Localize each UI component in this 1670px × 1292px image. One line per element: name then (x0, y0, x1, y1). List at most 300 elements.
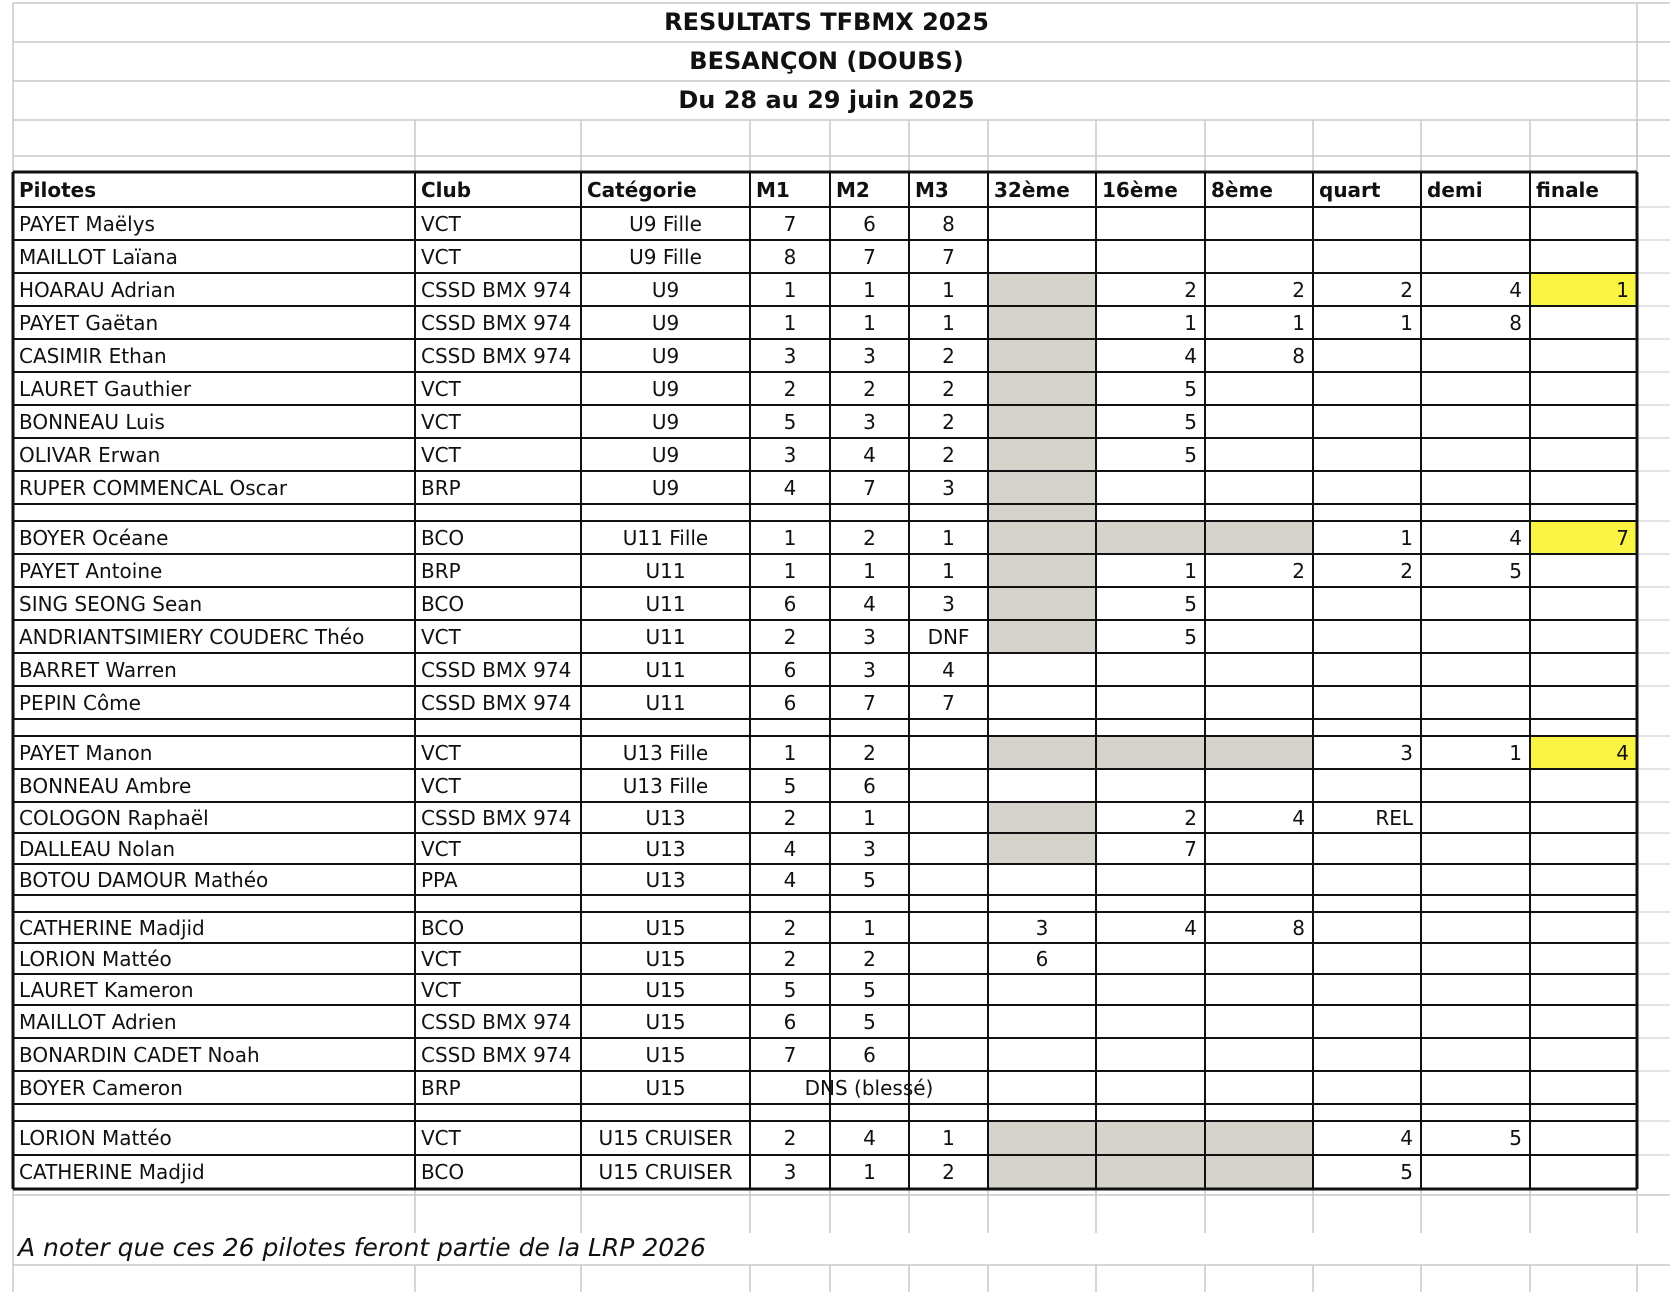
cell-pilote: DALLEAU Nolan (19, 836, 176, 861)
cell-m3 (909, 833, 988, 864)
cell-m2: 2 (863, 740, 876, 765)
cell-r8 (1205, 587, 1313, 620)
cell-demi (1421, 653, 1530, 686)
cell-r32 (988, 554, 1096, 587)
cell-m1: 3 (783, 1160, 797, 1184)
cell-quart (1313, 974, 1421, 1005)
cell-m2: 3 (863, 409, 876, 434)
cell-r16 (1096, 207, 1205, 240)
cell-r16: 2 (1184, 805, 1197, 830)
cell-quart (1313, 943, 1421, 974)
cell-m2: 1 (863, 310, 876, 335)
cell-categorie: U13 Fille (622, 773, 709, 798)
cell-r8 (1205, 372, 1313, 405)
cell-r32 (988, 273, 1096, 306)
cell-r8: 2 (1292, 558, 1305, 583)
cell-quart: 4 (1400, 1126, 1413, 1150)
cell-categorie: U9 (651, 277, 680, 302)
cell-categorie: U11 (645, 558, 686, 583)
column-header: M3 (915, 177, 949, 202)
cell-demi (1421, 1155, 1530, 1189)
cell-r8: 2 (1292, 277, 1305, 302)
cell-club: VCT (421, 836, 461, 861)
cell-m3: DNF (927, 624, 970, 649)
cell-r16 (1096, 736, 1205, 769)
cell-quart: 1 (1400, 525, 1413, 550)
cell-m3: 7 (942, 244, 955, 269)
cell-m3: 3 (942, 475, 955, 500)
cell-m1: 6 (783, 591, 797, 616)
cell-categorie: U9 (651, 475, 680, 500)
cell-pilote: LAURET Gauthier (19, 376, 192, 401)
cell-club: BCO (421, 1160, 465, 1184)
cell-quart (1313, 1071, 1421, 1104)
cell-m3: 2 (942, 343, 955, 368)
cell-m2: 4 (863, 442, 876, 467)
cell-m1: 2 (783, 1126, 797, 1150)
cell-demi: 5 (1509, 1126, 1522, 1150)
cell-finale (1530, 1121, 1637, 1155)
cell-r32 (988, 1005, 1096, 1038)
cell-m1: 3 (783, 442, 797, 467)
cell-m3: 7 (942, 690, 955, 715)
cell-pilote: ANDRIANTSIMIERY COUDERC Théo (19, 624, 365, 649)
cell-m2: 3 (863, 836, 876, 861)
cell-m3: 1 (942, 1126, 955, 1150)
cell-r32 (988, 1155, 1096, 1189)
cell-m2: 7 (863, 475, 876, 500)
cell-quart (1313, 339, 1421, 372)
cell-r8 (1205, 769, 1313, 802)
cell-categorie: U15 CRUISER (598, 1126, 733, 1150)
cell-r8: 8 (1292, 915, 1305, 940)
cell-demi: 4 (1509, 277, 1522, 302)
cell-r16: 5 (1184, 591, 1197, 616)
cell-categorie: U9 (651, 442, 680, 467)
cell-categorie: U11 Fille (622, 525, 709, 550)
cell-r8 (1205, 1005, 1313, 1038)
cell-r8 (1205, 1121, 1313, 1155)
cell-pilote: PEPIN Côme (19, 690, 141, 715)
cell-m1: 1 (783, 277, 797, 302)
cell-club: CSSD BMX 974 (421, 805, 572, 830)
shaded-cell (989, 504, 1095, 521)
cell-m2: 2 (863, 376, 876, 401)
cell-r8 (1205, 1038, 1313, 1071)
cell-m3 (909, 802, 988, 833)
cell-quart (1313, 240, 1421, 273)
cell-m1: 2 (783, 946, 797, 971)
cell-finale (1530, 864, 1637, 895)
cell-categorie: U9 (651, 310, 680, 335)
cell-m1: 4 (783, 867, 797, 892)
cell-quart: 2 (1400, 558, 1413, 583)
cell-r8 (1205, 864, 1313, 895)
cell-m1: 5 (783, 773, 797, 798)
cell-r8 (1205, 1155, 1313, 1189)
cell-m1: 6 (783, 1009, 797, 1034)
cell-m1: 2 (783, 624, 797, 649)
cell-r32 (988, 306, 1096, 339)
cell-club: VCT (421, 773, 461, 798)
cell-pilote: BARRET Warren (19, 657, 177, 682)
cell-finale (1530, 554, 1637, 587)
cell-m3 (909, 1005, 988, 1038)
cell-quart (1313, 1038, 1421, 1071)
cell-categorie: U9 (651, 376, 680, 401)
cell-m2: 3 (863, 624, 876, 649)
column-header: 16ème (1102, 177, 1178, 202)
cell-pilote: OLIVAR Erwan (19, 442, 161, 467)
cell-quart (1313, 587, 1421, 620)
cell-finale (1530, 912, 1637, 943)
cell-r16: 2 (1184, 277, 1197, 302)
cell-m2: 2 (863, 946, 876, 971)
cell-m2: 6 (863, 211, 876, 236)
cell-demi (1421, 620, 1530, 653)
cell-m2: 3 (863, 657, 876, 682)
cell-demi (1421, 864, 1530, 895)
cell-r32 (988, 974, 1096, 1005)
column-header: 8ème (1211, 177, 1273, 202)
cell-quart (1313, 620, 1421, 653)
cell-pilote: PAYET Manon (19, 740, 153, 765)
cell-r16: 1 (1184, 558, 1197, 583)
cell-r32: 6 (1035, 946, 1049, 971)
cell-club: PPA (421, 867, 458, 892)
column-header: finale (1536, 177, 1599, 202)
cell-r16 (1096, 1071, 1205, 1104)
cell-demi (1421, 587, 1530, 620)
cell-quart: 1 (1400, 310, 1413, 335)
cell-categorie: U11 (645, 624, 686, 649)
cell-categorie: U9 (651, 343, 680, 368)
cell-m2: 1 (863, 1160, 876, 1184)
cell-finale (1530, 620, 1637, 653)
cell-r32 (988, 833, 1096, 864)
cell-m1: 7 (783, 1042, 797, 1067)
cell-categorie: U15 (645, 977, 686, 1002)
cell-m3 (909, 864, 988, 895)
cell-demi (1421, 240, 1530, 273)
cell-pilote: LORION Mattéo (19, 1126, 172, 1150)
cell-demi (1421, 372, 1530, 405)
cell-r16 (1096, 1038, 1205, 1071)
cell-m2: 2 (863, 525, 876, 550)
cell-r32 (988, 686, 1096, 719)
cell-r32 (988, 207, 1096, 240)
column-header: M2 (836, 177, 870, 202)
cell-m1: 1 (783, 525, 797, 550)
cell-demi (1421, 207, 1530, 240)
cell-pilote: CATHERINE Madjid (19, 1160, 205, 1184)
cell-finale (1530, 207, 1637, 240)
cell-club: VCT (421, 409, 461, 434)
cell-r16: 1 (1184, 310, 1197, 335)
cell-club: VCT (421, 244, 461, 269)
cell-finale (1530, 438, 1637, 471)
cell-m1: 2 (783, 805, 797, 830)
title-line-1: RESULTATS TFBMX 2025 (664, 8, 989, 36)
cell-m2: 1 (863, 805, 876, 830)
cell-categorie: U15 (645, 946, 686, 971)
cell-r32 (988, 471, 1096, 504)
cell-r32 (988, 864, 1096, 895)
cell-quart (1313, 405, 1421, 438)
cell-r32 (988, 769, 1096, 802)
cell-demi (1421, 833, 1530, 864)
cell-club: CSSD BMX 974 (421, 1042, 572, 1067)
cell-finale (1530, 339, 1637, 372)
cell-finale (1530, 306, 1637, 339)
title-line-2: BESANÇON (DOUBS) (689, 47, 964, 75)
cell-quart (1313, 864, 1421, 895)
cell-demi (1421, 912, 1530, 943)
footnote: A noter que ces 26 pilotes feront partie de la LRP 2026 (18, 1233, 706, 1262)
cell-club: BRP (421, 1075, 461, 1100)
cell-demi (1421, 339, 1530, 372)
cell-club: CSSD BMX 974 (421, 343, 572, 368)
cell-pilote: PAYET Antoine (19, 558, 163, 583)
cell-categorie: U13 (645, 805, 686, 830)
cell-quart: 2 (1400, 277, 1413, 302)
cell-categorie: U9 (651, 409, 680, 434)
cell-m2: 6 (863, 1042, 876, 1067)
cell-finale (1530, 802, 1637, 833)
cell-pilote: BONNEAU Ambre (19, 773, 192, 798)
cell-quart (1313, 207, 1421, 240)
cell-r8 (1205, 240, 1313, 273)
cell-m3: 4 (942, 657, 955, 682)
cell-demi: 4 (1509, 525, 1522, 550)
cell-m3: 2 (942, 409, 955, 434)
cell-m3 (909, 769, 988, 802)
cell-demi (1421, 943, 1530, 974)
cell-m2: 7 (863, 690, 876, 715)
cell-finale: 4 (1616, 740, 1629, 765)
cell-r16 (1096, 240, 1205, 273)
column-header: Club (421, 177, 472, 202)
cell-m2: 5 (863, 977, 876, 1002)
cell-quart (1313, 438, 1421, 471)
cell-r16: 5 (1184, 409, 1197, 434)
cell-quart (1313, 372, 1421, 405)
cell-club: VCT (421, 376, 461, 401)
cell-m3: 8 (942, 211, 955, 236)
cell-categorie: U13 (645, 867, 686, 892)
cell-quart (1313, 686, 1421, 719)
cell-m1: 1 (783, 740, 797, 765)
cell-m3 (909, 1071, 988, 1104)
cell-m3: 1 (942, 525, 955, 550)
cell-club: BCO (421, 525, 465, 550)
cell-quart: REL (1375, 805, 1413, 830)
cell-m3: 3 (942, 591, 955, 616)
cell-r32 (988, 1038, 1096, 1071)
cell-categorie: U15 (645, 1042, 686, 1067)
cell-r16 (1096, 1005, 1205, 1038)
cell-categorie: U11 (645, 591, 686, 616)
cell-club: CSSD BMX 974 (421, 657, 572, 682)
cell-r16 (1096, 943, 1205, 974)
cell-m3: 1 (942, 558, 955, 583)
cell-m1: 4 (783, 836, 797, 861)
cell-finale: 1 (1616, 277, 1629, 302)
cell-categorie: U15 (645, 1075, 686, 1100)
cell-club: VCT (421, 442, 461, 467)
cell-r32 (988, 653, 1096, 686)
cell-m2: 1 (863, 558, 876, 583)
cell-r16 (1096, 1121, 1205, 1155)
cell-club: BCO (421, 915, 465, 940)
cell-pilote: BOTOU DAMOUR Mathéo (19, 867, 269, 892)
cell-finale (1530, 1005, 1637, 1038)
cell-r16: 7 (1184, 836, 1197, 861)
cell-r32 (988, 620, 1096, 653)
cell-r16 (1096, 974, 1205, 1005)
cell-finale: 7 (1616, 525, 1629, 550)
cell-m2: 1 (863, 915, 876, 940)
cell-r16 (1096, 864, 1205, 895)
cell-r32 (988, 438, 1096, 471)
cell-finale (1530, 240, 1637, 273)
cell-demi: 1 (1509, 740, 1522, 765)
cell-finale (1530, 943, 1637, 974)
cell-finale (1530, 686, 1637, 719)
cell-club: BCO (421, 591, 465, 616)
cell-finale (1530, 471, 1637, 504)
cell-m1: 4 (783, 475, 797, 500)
cell-club: CSSD BMX 974 (421, 310, 572, 335)
cell-quart: 3 (1400, 740, 1413, 765)
cell-r8 (1205, 620, 1313, 653)
cell-r32 (988, 587, 1096, 620)
cell-r16: 4 (1184, 915, 1197, 940)
cell-club: BRP (421, 558, 461, 583)
cell-m1: 6 (783, 690, 797, 715)
cell-finale (1530, 974, 1637, 1005)
cell-r8: 4 (1292, 805, 1305, 830)
cell-categorie: U15 (645, 1009, 686, 1034)
cell-m2: 1 (863, 277, 876, 302)
cell-finale (1530, 372, 1637, 405)
cell-demi: 5 (1509, 558, 1522, 583)
cell-m2: 5 (863, 1009, 876, 1034)
cell-r16 (1096, 1155, 1205, 1189)
cell-r16: 5 (1184, 624, 1197, 649)
cell-pilote: COLOGON Raphaël (19, 805, 209, 830)
cell-quart (1313, 912, 1421, 943)
cell-m1: 8 (783, 244, 797, 269)
cell-r16 (1096, 769, 1205, 802)
cell-r32 (988, 372, 1096, 405)
cell-club: CSSD BMX 974 (421, 690, 572, 715)
cell-club: BRP (421, 475, 461, 500)
cell-club: VCT (421, 1126, 461, 1150)
cell-r8 (1205, 686, 1313, 719)
cell-m2: 4 (863, 591, 876, 616)
cell-club: CSSD BMX 974 (421, 277, 572, 302)
cell-categorie: U13 (645, 836, 686, 861)
cell-pilote: BONARDIN CADET Noah (19, 1042, 260, 1067)
cell-categorie: U9 Fille (629, 211, 702, 236)
cell-m3 (909, 1038, 988, 1071)
cell-pilote: MAILLOT Laïana (19, 244, 178, 269)
cell-m2: 7 (863, 244, 876, 269)
cell-r16 (1096, 653, 1205, 686)
cell-r8 (1205, 1071, 1313, 1104)
cell-m1: 5 (783, 409, 797, 434)
cell-demi (1421, 1005, 1530, 1038)
cell-r16: 4 (1184, 343, 1197, 368)
cell-pilote: BOYER Cameron (19, 1075, 183, 1100)
cell-m1: 7 (783, 211, 797, 236)
cell-pilote: LORION Mattéo (19, 946, 172, 971)
cell-m2: 4 (863, 1126, 876, 1150)
cell-club: VCT (421, 977, 461, 1002)
cell-finale (1530, 1071, 1637, 1104)
cell-r8 (1205, 736, 1313, 769)
cell-pilote: CASIMIR Ethan (19, 343, 167, 368)
cell-m3: 1 (942, 277, 955, 302)
cell-r8 (1205, 943, 1313, 974)
cell-pilote: BONNEAU Luis (19, 409, 165, 434)
title-line-3: Du 28 au 29 juin 2025 (678, 86, 975, 114)
cell-r8 (1205, 974, 1313, 1005)
cell-m2: 3 (863, 343, 876, 368)
cell-finale (1530, 587, 1637, 620)
cell-r32 (988, 736, 1096, 769)
cell-demi (1421, 471, 1530, 504)
cell-r32 (988, 240, 1096, 273)
cell-categorie: U11 (645, 690, 686, 715)
cell-r32 (988, 802, 1096, 833)
cell-r32 (988, 1121, 1096, 1155)
cell-r8 (1205, 207, 1313, 240)
cell-demi (1421, 405, 1530, 438)
cell-pilote: SING SEONG Sean (19, 591, 203, 616)
cell-m2: DNS (blessé) (804, 1075, 934, 1100)
cell-m1: 6 (783, 657, 797, 682)
cell-r16 (1096, 471, 1205, 504)
cell-r8 (1205, 521, 1313, 554)
cell-finale (1530, 405, 1637, 438)
cell-m3 (909, 974, 988, 1005)
column-header: demi (1427, 177, 1483, 202)
cell-m1: 1 (783, 310, 797, 335)
cell-categorie: U13 Fille (622, 740, 709, 765)
cell-quart (1313, 653, 1421, 686)
cell-pilote: LAURET Kameron (19, 977, 194, 1002)
cell-demi (1421, 769, 1530, 802)
cell-demi (1421, 1071, 1530, 1104)
cell-r16 (1096, 686, 1205, 719)
cell-categorie: U15 CRUISER (598, 1160, 733, 1184)
cell-finale (1530, 653, 1637, 686)
column-header: 32ème (994, 177, 1070, 202)
cell-club: VCT (421, 624, 461, 649)
cell-m1: 3 (783, 343, 797, 368)
cell-demi (1421, 974, 1530, 1005)
cell-m1: 2 (783, 376, 797, 401)
cell-m3: 2 (942, 442, 955, 467)
cell-r8: 8 (1292, 343, 1305, 368)
cell-pilote: PAYET Maëlys (19, 211, 155, 236)
cell-quart (1313, 471, 1421, 504)
cell-finale (1530, 769, 1637, 802)
column-header: Catégorie (587, 177, 697, 202)
cell-club: CSSD BMX 974 (421, 1009, 572, 1034)
